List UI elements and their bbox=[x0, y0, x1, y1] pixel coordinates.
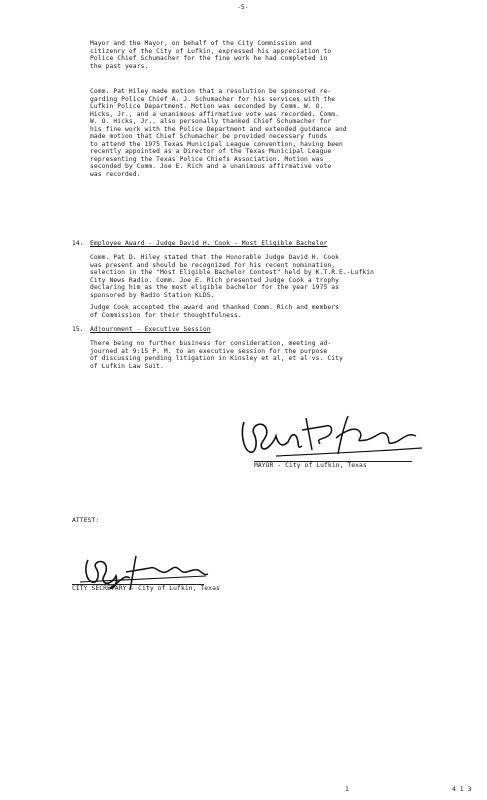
item-15-body bbox=[90, 340, 343, 370]
text-line: sponsored by Radio Station KLDS. bbox=[90, 291, 215, 299]
text-line: journed at 9:15 P. M. to an executive session for the purpose bbox=[90, 347, 328, 355]
item-14-number: 14. bbox=[72, 240, 84, 247]
text-line: of Commission for their thoughtfulness. bbox=[90, 311, 242, 319]
text-line: W. O. Hicks, Jr., also personally thanked Chief Schumacher for bbox=[90, 118, 332, 125]
text-line: of discussing pending litigation in Kinsley et al, et al vs. City bbox=[90, 355, 343, 362]
text-line: was present and should be recognized for his recent nomination, bbox=[90, 261, 336, 269]
text-line: of Lufkin Law Suit. bbox=[90, 362, 164, 370]
item-14-body bbox=[90, 254, 374, 299]
item-14-body-2 bbox=[90, 304, 339, 319]
text-line: the past years. bbox=[90, 62, 149, 70]
text-line: recently appointed as a Director of the Texas Municipal League bbox=[90, 148, 332, 155]
page-number-top: -5- bbox=[237, 4, 249, 11]
text-line: Hicks, Jr., and a unanimous affirmative vote was recorded. Comm. bbox=[90, 110, 340, 118]
text-line: declaring him as the most eligible bachelor for the year 1975 as bbox=[90, 284, 340, 291]
text-line: Comm. Pat D. Hiley stated that the Honorable Judge David H. Cook bbox=[90, 254, 340, 261]
intro-paragraph bbox=[90, 40, 331, 70]
text-line: garding Police Chief A. J. Schumacher for his services with the bbox=[90, 95, 336, 103]
footer-page-number: 4 1 3 bbox=[452, 786, 472, 793]
item-15-heading: Adjournment - Executive Session bbox=[90, 326, 211, 333]
item-14-heading: Employee Award - Judge David H. Cook - Most Eligible Bachelor bbox=[90, 240, 328, 247]
text-line: his fine work with the Police Department and extended guidance and bbox=[90, 125, 347, 133]
mayor-signature bbox=[236, 412, 426, 464]
text-line: City News Radio. Comm. Joe E. Rich presented Judge Cook a trophy bbox=[90, 276, 340, 284]
text-line: was recorded. bbox=[90, 170, 141, 178]
text-line: Police Chief Schumacher for the fine work he had completed in bbox=[90, 55, 328, 62]
text-line: Lufkin Police Department. Motion was seconded by Comm. W. O. bbox=[90, 103, 324, 110]
text-line: made motion that Chief Schumacher be provided necessary funds bbox=[90, 133, 328, 140]
text-line: seconded by Comm. Joe E. Rich and a unanimous affirmative vote bbox=[90, 163, 332, 170]
motion-paragraph bbox=[90, 88, 347, 178]
footer-page-mark: 1 bbox=[345, 786, 349, 793]
text-line: selection in the "Most Eligible Bachelor Contest" held by K.T.R.E.-Lufkin bbox=[90, 269, 375, 276]
text-line: to attend the 1975 Texas Municipal League convention, having been bbox=[90, 140, 343, 148]
text-line: representing the Texas Police Chiefs Association. Motion was bbox=[90, 155, 324, 163]
text-line: Mayor and the Mayor, on behalf of the City Commission and bbox=[90, 40, 312, 47]
attest-label: ATTEST: bbox=[72, 517, 100, 524]
text-line: citizenry of the City of Lufkin, expressed his appreciation to bbox=[90, 47, 332, 55]
text-line: Judge Cook accepted the award and thanked Comm. Rich and members bbox=[90, 304, 340, 311]
secretary-caption: CITY SECRETARY - City of Lufkin, Texas bbox=[72, 585, 220, 592]
item-15-number: 15. bbox=[72, 326, 84, 333]
mayor-caption: MAYOR - City of Lufkin, Texas bbox=[254, 462, 367, 469]
text-line: Comm. Pat Hiley made motion that a resolution be sponsored re- bbox=[90, 88, 332, 95]
text-line: There being no further business for consideration, meeting ad- bbox=[90, 340, 332, 347]
